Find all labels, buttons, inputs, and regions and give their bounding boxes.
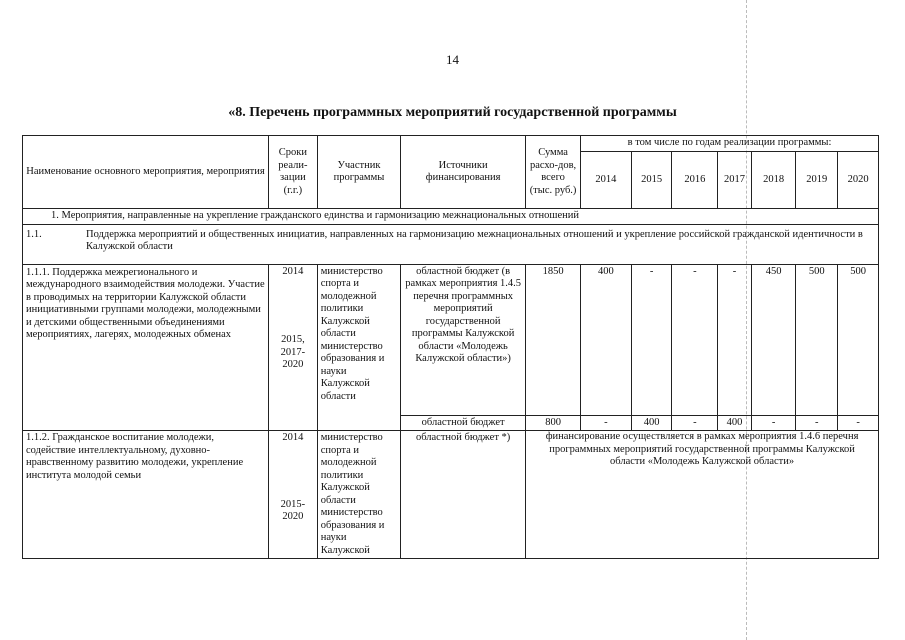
participant-first: министерство спорта и молодежной политики Калужской области <box>320 265 383 339</box>
subsection-title: Поддержка мероприятий и общественных инициатив, направленных на гармонизацию межнациональных отношений и укрепление российской гражданской идентичности в Калужской области <box>86 228 863 252</box>
header-year: 2018 <box>751 151 796 209</box>
funding-source: областной бюджет (в рамках мероприятия 1.4.5 перечня программных мероприятий государственной программы Калужской области «Молодежь Калужской области») <box>401 264 526 415</box>
year-value: - <box>631 264 672 415</box>
header-year: 2019 <box>796 151 838 209</box>
table-row <box>23 431 879 559</box>
section-row <box>23 209 879 225</box>
funding-source: областной бюджет <box>401 415 526 431</box>
document-title: «8. Перечень программных мероприятий государственной программы <box>228 105 677 120</box>
term-range: 2015-2020 <box>280 498 306 522</box>
year-value: - <box>672 415 718 431</box>
sum-total: 800 <box>526 415 581 431</box>
subsection-cell <box>23 224 879 264</box>
year-value: - <box>796 415 838 431</box>
year-value: 400 <box>581 264 632 415</box>
header-year: 2020 <box>838 151 879 209</box>
header-sum: Сумма расхо-дов, всего (тыс. руб.) <box>526 136 581 209</box>
participant-second: министерство образования и науки Калужской области <box>320 340 385 402</box>
page-number: 14 <box>446 52 459 67</box>
sum-total: 1850 <box>526 264 581 415</box>
activity-name: 1.1.1. Поддержка межрегионального и международного взаимодействия молодежи. Участие в проводимых на территории Калужской области инициативными группами молодежи, молодежными и детскими общественными объединениями мероприятиях, лагерях, молодежных обменах <box>23 264 269 431</box>
section-title: 1. Мероприятия, направленные на укрепление гражданского единства и гармонизацию межнациональных отношений <box>23 209 879 225</box>
header-year: 2015 <box>631 151 672 209</box>
year-value: 400 <box>631 415 672 431</box>
program-activities-table <box>22 135 879 559</box>
subsection-row <box>23 224 879 264</box>
year-value: 450 <box>751 264 796 415</box>
term-range: 2015, 2017-2020 <box>280 334 306 370</box>
header-row <box>23 136 879 152</box>
funding-note: финансирование осуществляется в рамках мероприятия 1.4.6 перечня программных мероприятий государственной программы Калужской области «Молодежь Калужской области» <box>526 431 879 559</box>
header-terms: Сроки реали-зации (г.г.) <box>268 136 317 209</box>
year-value: - <box>581 415 632 431</box>
funding-source: областной бюджет *) <box>401 431 526 559</box>
header-year: 2016 <box>672 151 718 209</box>
header-year: 2014 <box>581 151 632 209</box>
activity-terms <box>268 431 317 559</box>
activity-participant: министерство спорта и молодежной политики Калужской области министерство образования и науки Калужской <box>317 431 400 559</box>
subsection-number: 1.1. <box>26 228 42 240</box>
year-value: 500 <box>796 264 838 415</box>
year-value: - <box>751 415 796 431</box>
year-value: 500 <box>838 264 879 415</box>
activity-name: 1.1.2. Гражданское воспитание молодежи, содействие интеллектуальному, духовно-нравственному развитию молодежи, укрепление института молодой семьи <box>23 431 269 559</box>
header-sources: Источники финансирования <box>401 136 526 209</box>
term-start: 2014 <box>282 432 304 443</box>
header-participant: Участник программы <box>317 136 400 209</box>
year-value: - <box>672 264 718 415</box>
term-start: 2014 <box>282 265 304 277</box>
header-years-group: в том числе по годам реализации программы: <box>581 136 879 152</box>
header-year: 2017 <box>718 151 752 209</box>
activity-participant <box>317 264 400 431</box>
activity-terms <box>268 264 317 431</box>
header-name: Наименование основного мероприятия, мероприятия <box>23 136 269 209</box>
table-row <box>23 264 879 415</box>
year-value: 400 <box>718 415 752 431</box>
year-value: - <box>838 415 879 431</box>
year-value: - <box>718 264 752 415</box>
